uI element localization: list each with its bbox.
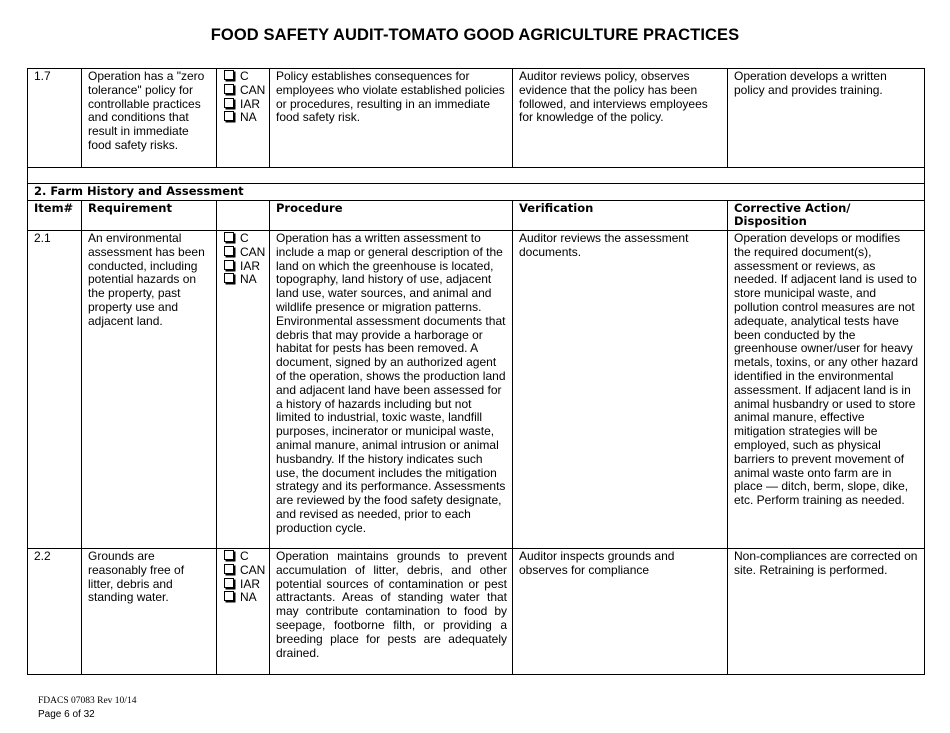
header-procedure: Procedure xyxy=(270,201,513,231)
checkbox-icon xyxy=(224,273,234,283)
verification-cell: Auditor inspects grounds and observes for compliance xyxy=(513,549,728,675)
checkbox-icon xyxy=(224,260,234,270)
page-title: FOOD SAFETY AUDIT-TOMATO GOOD AGRICULTURE PRACTICES xyxy=(210,26,740,44)
option-na[interactable]: NA xyxy=(223,111,264,125)
procedure-cell: Operation maintains grounds to prevent accumulation of litter, debris, and other potential sources of contamination or pest attractants. Areas of standing water that may contribute contamination to food by seepage, footborne filth, or providing a breeding place for pests are adequately drained. xyxy=(270,549,513,675)
spacer-cell xyxy=(28,168,925,184)
checkbox-icon xyxy=(224,246,234,256)
table-row-1-7 xyxy=(28,69,925,168)
checkbox-icon xyxy=(224,98,234,108)
header-verification: Verification xyxy=(513,201,728,231)
requirement-cell: Operation has a "zero tolerance" policy for controllable practices and conditions that result in immediate food safety risks. xyxy=(82,69,217,168)
header-item: Item# xyxy=(28,201,82,231)
item-number: 2.2 xyxy=(28,549,82,675)
table-header-row xyxy=(28,201,925,231)
option-can[interactable]: CAN xyxy=(223,246,264,260)
checkbox-icon xyxy=(224,591,234,601)
corrective-cell: Operation develops a written policy and provides training. xyxy=(728,69,925,168)
option-c[interactable]: C xyxy=(223,550,264,564)
option-can[interactable]: CAN xyxy=(223,84,264,98)
checkbox-icon xyxy=(224,578,234,588)
options-cell xyxy=(217,549,270,675)
page-number: Page 6 of 32 xyxy=(38,709,95,720)
item-number: 1.7 xyxy=(28,69,82,168)
checkbox-icon xyxy=(224,111,234,121)
corrective-cell: Operation develops or modifies the required document(s), assessment or reviews, as needed. If adjacent land is used to store municipal waste, and pollution control measures are not adequate, analytical tests have been conducted by the greenhouse owner/user for heavy metals, toxins, or any other hazard identified in the environmental assessment. If adjacent land is in animal husbandry or used to store animal manure, effective mitigation strategies will be employed, such as physical barriers to prevent movement of animal waste onto farm are in place — ditch, berm, slope, dike, etc. Perform training as needed. xyxy=(728,231,925,549)
procedure-cell: Policy establishes consequences for employees who violate established policies or procedures, resulting in an immediate food safety risk. xyxy=(270,69,513,168)
verification-cell: Auditor reviews policy, observes evidence that the policy has been followed, and interviews employees for knowledge of the policy. xyxy=(513,69,728,168)
checkbox-icon xyxy=(224,84,234,94)
option-c[interactable]: C xyxy=(223,70,264,84)
corrective-cell: Non-compliances are corrected on site. Retraining is performed. xyxy=(728,549,925,675)
option-na[interactable]: NA xyxy=(223,591,264,605)
checkbox-icon xyxy=(224,232,234,242)
table-row-2-2 xyxy=(28,549,925,675)
option-iar[interactable]: IAR xyxy=(223,98,264,112)
audit-table xyxy=(27,68,925,675)
procedure-cell: Operation has a written assessment to include a map or general description of the land on which the greenhouse is located, topography, land history of use, adjacent land use, water sources, and animal and wildlife presence or migration patterns. Environmental assessment documents that debris that may provide a harborage or habitat for pests has been removed. A document, signed by an authorized agent of the operation, shows the production land and adjacent land have been assessed for a history of hazards including but not limited to industrial, toxic waste, landfill purposes, incinerator or municipal waste, animal manure, animal intrusion or animal husbandry. If the history indicates such use, the document includes the mitigation strategy and its performance. Assessments are reviewed by the food safety designate, and revised as needed, prior to each production cycle. xyxy=(270,231,513,549)
header-requirement: Requirement xyxy=(82,201,217,231)
header-options xyxy=(217,201,270,231)
option-na[interactable]: NA xyxy=(223,273,264,287)
section-title-row xyxy=(28,184,925,201)
form-number: FDACS 07083 Rev 10/14 xyxy=(38,696,137,706)
verification-cell: Auditor reviews the assessment documents. xyxy=(513,231,728,549)
option-iar[interactable]: IAR xyxy=(223,578,264,592)
checkbox-icon xyxy=(224,564,234,574)
header-corrective: Corrective Action/ Disposition xyxy=(728,201,925,231)
option-iar[interactable]: IAR xyxy=(223,260,264,274)
option-can[interactable]: CAN xyxy=(223,564,264,578)
checkbox-icon xyxy=(224,550,234,560)
table-row-2-1 xyxy=(28,231,925,549)
section-title: 2. Farm History and Assessment xyxy=(28,184,925,201)
spacer-row xyxy=(28,168,925,184)
checkbox-icon xyxy=(224,70,234,80)
item-number: 2.1 xyxy=(28,231,82,549)
requirement-cell: An environmental assessment has been conducted, including potential hazards on the property, past property use and adjacent land. xyxy=(82,231,217,549)
requirement-cell: Grounds are reasonably free of litter, debris and standing water. xyxy=(82,549,217,675)
option-c[interactable]: C xyxy=(223,232,264,246)
options-cell xyxy=(217,69,270,168)
options-cell xyxy=(217,231,270,549)
